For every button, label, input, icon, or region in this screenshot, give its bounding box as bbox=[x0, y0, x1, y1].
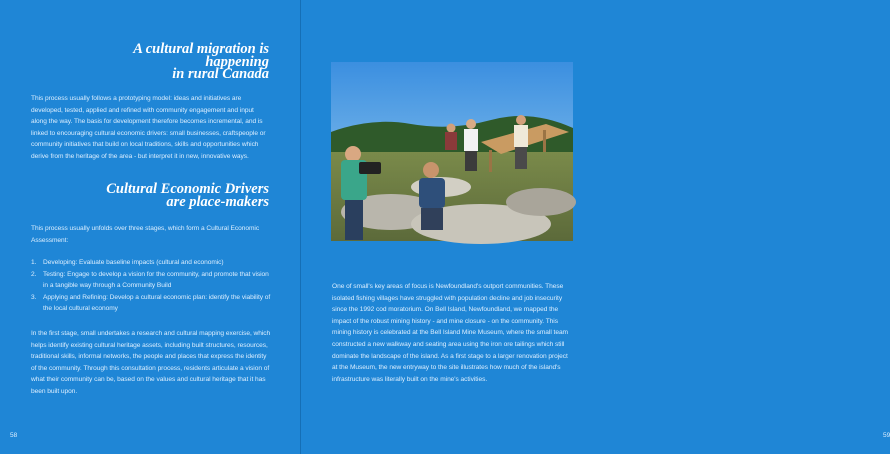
stages-list bbox=[31, 257, 271, 315]
photo-of-volunteers-with-camera bbox=[331, 62, 573, 241]
list-item-number: 1. bbox=[31, 259, 37, 266]
heading1-line: in rural Canada bbox=[172, 66, 269, 82]
closing-paragraph: In the first stage, small undertakes a research and cultural mapping exercise, which helps identify existing cultural heritage assets, including built structures, resources, traditional skills, informal networks, the people and places that express the identity of the community. Through this consultation process, residents articulate a vision of what their community can be, based on the values and cultural heritage that it has been built upon. bbox=[31, 330, 271, 395]
list-item-text: Testing: Engage to develop a vision for the community, and promote that vision in a tangible way through a Community Build bbox=[43, 270, 269, 290]
right-page-paragraph: One of small's key areas of focus is Newfoundland's outport communities. These isolated fishing villages have struggled with population decline and job insecurity since the 1992 cod moratorium. On Bell Island, Newfoundland, we mapped the impact of the robust mining history - and mine closure - on the community. This mining history is celebrated at the Bell Island Mine Museum, where the small team constructed a new walkway and seating area using the iron ore tailings which still dominate the landscape of the island. As a first stage to a larger renovation project at the Museum, the new entryway to the site illustrates how much of the island's infrastructure was literally built on the mine's activities. bbox=[332, 283, 568, 383]
stages-intro-paragraph: This process usually unfolds over three stages, which form a Cultural Economic Assessment: bbox=[31, 225, 260, 244]
heading-cultural-migration bbox=[30, 43, 269, 81]
heading1-line: happening bbox=[205, 53, 269, 70]
wooden-post bbox=[543, 130, 546, 152]
wooden-post bbox=[489, 150, 492, 172]
photo-illustration bbox=[331, 62, 573, 241]
list-item-number: 3. bbox=[31, 293, 37, 301]
heading1-line: A cultural migration is bbox=[133, 41, 269, 57]
list-item-text: Developing: Evaluate baseline impacts (cultural and economic) bbox=[43, 259, 224, 266]
heading2-line: are place-makers bbox=[166, 193, 269, 210]
left-page bbox=[0, 0, 300, 454]
page-number-left: 58 bbox=[10, 432, 18, 439]
person-standing bbox=[445, 124, 457, 151]
heading2-line: Cultural Economic Drivers bbox=[106, 181, 269, 197]
list-item bbox=[31, 257, 271, 269]
list-item bbox=[31, 269, 271, 292]
list-item-text: Applying and Refining: Develop a cultural economic plan: identify the viability of the local cultural economy bbox=[43, 293, 271, 313]
list-item bbox=[31, 292, 271, 315]
intro-paragraph: This process usually follows a prototyping model: ideas and initiatives are developed, tested, applied and refined with community engagement and input along the way. The basis for development therefore becomes incremental, and is linked to encouraging cultural economic drivers: small businesses, craftspeople or community initiatives that build on local traditions, skills and opportunities which derive from the heritage of the area - but interpret it in new, innovative ways. bbox=[31, 95, 266, 160]
rock bbox=[506, 188, 576, 216]
heading-cultural-economic-drivers bbox=[30, 183, 269, 208]
list-item-number: 2. bbox=[31, 270, 37, 278]
page-number-right: 59 bbox=[883, 432, 890, 439]
